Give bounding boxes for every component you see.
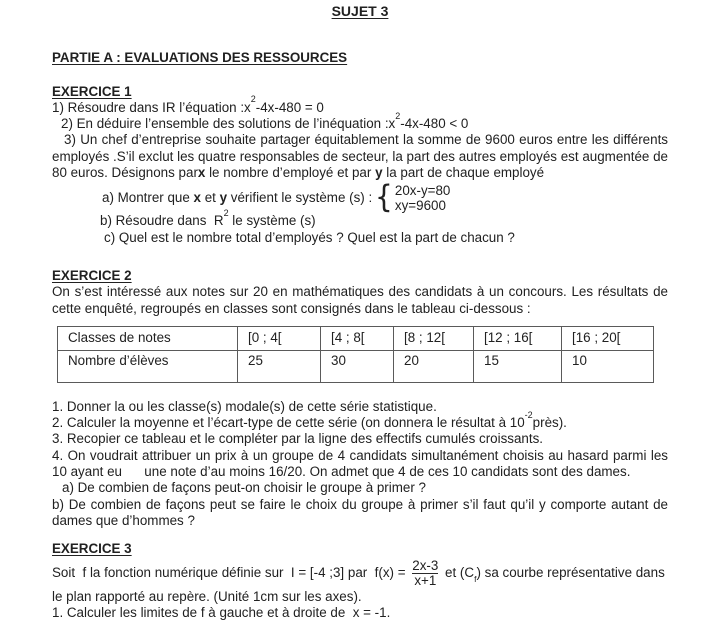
table-cell: 15 (474, 350, 562, 382)
ex1-qa-variable-y: y (219, 189, 228, 205)
ex2-question-2 (52, 409, 668, 431)
ex1-question-2 (52, 110, 668, 132)
ex3-intro-text: Soit f la fonction numérique définie sur I = [-4 ;3] par f(x) = (52, 564, 410, 580)
notes-table (57, 326, 654, 383)
ex2-intro: On s’est intéressé aux notes sur 20 en mathématiques des candidats à un concours. Les résultats de cette enquêté, regroupés en classes sont consignés dans le tableau ci-dessous : (52, 284, 668, 316)
system-brace: { (375, 179, 393, 216)
ex1-question-b (52, 207, 668, 229)
ex2-q2-exponent: -2 (524, 409, 533, 420)
ex1-q2-exponent: 2 (395, 110, 401, 121)
ex1-q3-variable-y: y (375, 165, 383, 181)
table-cell: [0 ; 4[ (238, 326, 321, 350)
exercice-3-section (52, 541, 668, 621)
table-cell: [4 ; 8[ (321, 326, 394, 350)
ex1-question-c: c) Quel est le nombre total d’employés ? Quel est la part de chacun ? (104, 229, 515, 245)
table-cell: 30 (321, 350, 394, 382)
ex2-question-1: 1. Donner la ou les classe(s) modale(s) de cette série statistique. (52, 398, 437, 414)
table-cell: 20 (394, 350, 474, 382)
fraction-numerator: 2x-3 (412, 557, 439, 573)
ex1-qb-text-end: le système (s) (228, 213, 316, 229)
ex1-question-1 (52, 94, 668, 116)
curve-subscript-f: f (474, 574, 477, 585)
exercice-3-heading: EXERCICE 3 (52, 541, 132, 557)
table-cell: 25 (238, 350, 321, 382)
table-cell: [16 ; 20[ (562, 326, 654, 350)
ex2-question-a: a) De combien de façons peut-on choisir le groupe à primer ? (62, 480, 426, 496)
ex3-intro-line-1 (52, 558, 668, 589)
ex2-question-3: 3. Recopier ce tableau et le compléter par la ligne des effectifs cumulés croissants. (52, 431, 543, 447)
exercice-1-section (52, 84, 668, 246)
ex3-intro-text-mid: et (C (441, 564, 475, 580)
ex1-q3-text-mid: le nombre d’employé et par (205, 165, 376, 181)
ex1-qa-variable-x: x (193, 189, 201, 205)
table-row-effectifs (58, 350, 654, 382)
ex1-q3-text-end: la part de chaque employé (382, 165, 545, 181)
exercice-2-section (52, 268, 668, 529)
table-cell: [8 ; 12[ (394, 326, 474, 350)
ex3-intro-text-end: ) sa courbe représentative dans (476, 564, 665, 580)
ex1-qa-text-mid: et (201, 189, 220, 205)
ex1-qb-text: b) Résoudre dans R (100, 213, 224, 229)
ex2-q2-text-end: près). (532, 415, 567, 431)
ex1-q1-exponent: 2 (250, 94, 256, 105)
ex2-question-4: 4. On voudrait attribuer un prix à un groupe de 4 candidats simultanément choisis au hasard parmi les 10 ayant eu une note d’au moins 16/20. On admet que 4 de ces 10 candidats sont des dames. (52, 447, 668, 480)
page-title: SUJET 3 (331, 3, 389, 19)
part-a-heading: PARTIE A : EVALUATIONS DES RESSOURCES (52, 50, 348, 66)
system-equation-1: 20x-y=80 (394, 182, 451, 198)
table-cell: 10 (562, 350, 654, 382)
table-row-classes (58, 326, 654, 350)
exercice-2-heading: EXERCICE 2 (52, 267, 132, 283)
table-cell: Nombre d’élèves (58, 350, 238, 382)
ex1-qa-text (102, 190, 372, 206)
ex1-qa-text-pre: a) Montrer que (102, 189, 194, 205)
table-cell: Classes de notes (58, 326, 238, 350)
ex1-q3-text: 3) Un chef d’entreprise souhaite partager équitablement la somme de 9600 euros entre les différents employés .S’il exclut les quatre responsables de secteur, la part des autres employés est augmentée de 80 euros. Désignons par (52, 132, 668, 181)
ex1-qb-exponent: 2 (223, 207, 229, 218)
ex2-q2-text: 2. Calculer la moyenne et l’écart-type de cette série (on donnera le résultat à 10 (52, 415, 525, 431)
ex1-qa-text-end: vérifient le système (s) : (227, 189, 373, 205)
ex2-question-b: b) De combien de façons peut se faire le choix du groupe à primer s’il faut qu’il y comporte autant de dames que d’hommes ? (52, 496, 668, 528)
ex1-question-3 (52, 132, 668, 181)
exercice-1-heading: EXERCICE 1 (52, 83, 132, 99)
fraction (412, 558, 438, 589)
ex1-q1-text: 1) Résoudre dans IR l’équation :x (52, 99, 251, 115)
table-cell: [12 ; 16[ (474, 326, 562, 350)
equation-system (395, 183, 450, 213)
ex1-q1-text-end: -4x-480 = 0 (255, 99, 324, 115)
system-equation-2: xy=9600 (394, 197, 446, 213)
fraction-denominator: x+1 (412, 573, 438, 588)
ex1-q2-text: 2) En déduire l’ensemble des solutions de l’inéquation :x (61, 116, 396, 132)
ex1-q2-text-end: -4x-480 < 0 (400, 116, 469, 132)
ex1-q3-variable-x: x (197, 165, 206, 181)
ex1-question-a (102, 179, 668, 216)
ex3-question-1: 1. Calculer les limites de f à gauche et à droite de x = -1. (52, 604, 391, 620)
ex3-intro-line-2: le plan rapporté au repère. (Unité 1cm sur les axes). (52, 588, 362, 604)
